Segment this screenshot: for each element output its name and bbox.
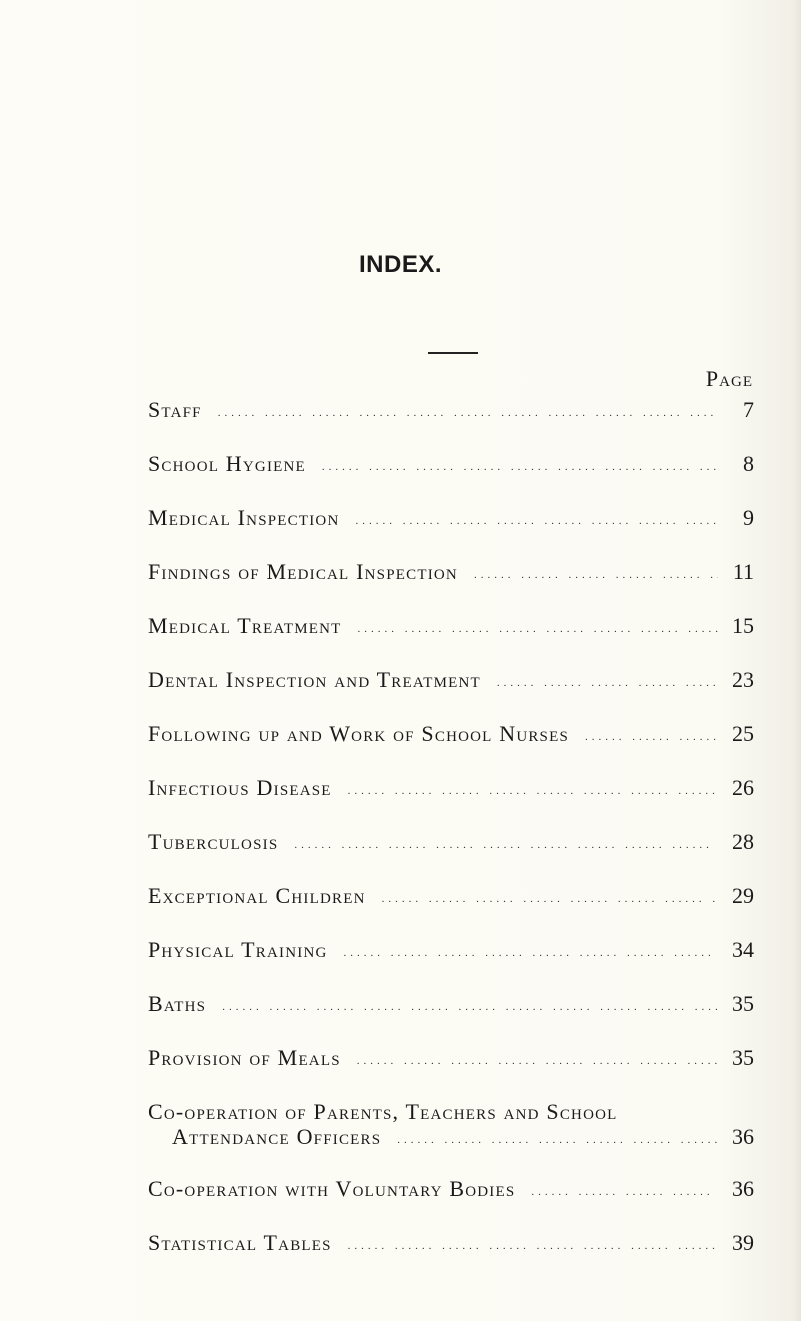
entry-label: Staff [148, 397, 202, 422]
entry-label: Infectious Disease [148, 775, 332, 800]
entry-label: Provision of Meals [148, 1045, 341, 1070]
entry-page-number: 28 [732, 829, 754, 854]
dot-leader [585, 725, 718, 750]
entry-label: Co-operation with Voluntary Bodies [148, 1176, 516, 1201]
title-divider [428, 352, 478, 354]
entry-page-number: 9 [743, 505, 754, 530]
entry-label: Statistical Tables [148, 1230, 332, 1255]
index-entry-medical-inspection [148, 505, 754, 535]
entry-label: School Hygiene [148, 451, 306, 476]
entry-label: Baths [148, 991, 207, 1016]
dot-leader [397, 1128, 718, 1153]
entry-label-continued: Attendance Officers [172, 1124, 382, 1149]
entry-page-number: 35 [732, 1045, 754, 1070]
dot-leader [294, 833, 718, 858]
entry-label: Medical Treatment [148, 613, 342, 638]
dot-leader [358, 617, 719, 642]
entry-page-number: 11 [732, 559, 754, 584]
entry-page-number: 34 [732, 937, 754, 962]
dot-leader [348, 1234, 718, 1259]
index-entry-school-nurses [148, 721, 754, 751]
index-entry-baths [148, 991, 754, 1021]
dot-leader [322, 455, 718, 480]
index-entry-findings [148, 559, 754, 589]
index-entry-statistical-tables [148, 1230, 754, 1260]
index-entry-dental [148, 667, 754, 697]
dot-leader [382, 887, 718, 912]
index-entry-physical-training [148, 937, 754, 967]
entry-page-number: 25 [732, 721, 754, 746]
entry-label: Exceptional Children [148, 883, 366, 908]
index-entry-cooperation-parents [148, 1099, 754, 1154]
dot-leader [348, 779, 718, 804]
index-entry-tuberculosis [148, 829, 754, 859]
dot-leader [357, 1049, 718, 1074]
entry-label: Medical Inspection [148, 505, 340, 530]
entry-page-number: 35 [732, 991, 754, 1016]
page-title: INDEX. [358, 251, 442, 278]
index-entry-staff [148, 397, 754, 427]
dot-leader [218, 401, 718, 426]
entry-page-number: 29 [732, 883, 754, 908]
entry-page-number: 23 [732, 667, 754, 692]
entry-label: Dental Inspection and Treatment [148, 667, 481, 692]
index-entry-exceptional-children [148, 883, 754, 913]
index-entry-provision-of-meals [148, 1045, 754, 1075]
entry-label: Co-operation of Parents, Teachers and School [148, 1099, 618, 1124]
entry-label: Following up and Work of School Nurses [148, 721, 570, 746]
page-column-header: Page [705, 366, 753, 391]
entry-page-number: 39 [732, 1230, 754, 1255]
entry-page-number: 36 [732, 1124, 754, 1149]
entry-page-number: 36 [732, 1176, 754, 1201]
index-entry-medical-treatment [148, 613, 754, 643]
entry-label: Physical Training [148, 937, 328, 962]
entry-page-number: 26 [732, 775, 754, 800]
entry-label: Findings of Medical Inspection [148, 559, 458, 584]
index-entry-school-hygiene [148, 451, 754, 481]
index-entry-infectious-disease [148, 775, 754, 805]
dot-leader [497, 671, 718, 696]
dot-leader [356, 509, 719, 534]
index-entry-voluntary-bodies [148, 1176, 754, 1206]
entry-page-number: 15 [732, 613, 754, 638]
dot-leader [344, 941, 718, 966]
dot-leader [531, 1180, 718, 1205]
dot-leader [222, 995, 718, 1020]
dot-leader [474, 563, 718, 588]
entry-label: Tuberculosis [148, 829, 279, 854]
entry-page-number: 8 [743, 451, 754, 476]
entry-page-number: 7 [743, 397, 754, 422]
